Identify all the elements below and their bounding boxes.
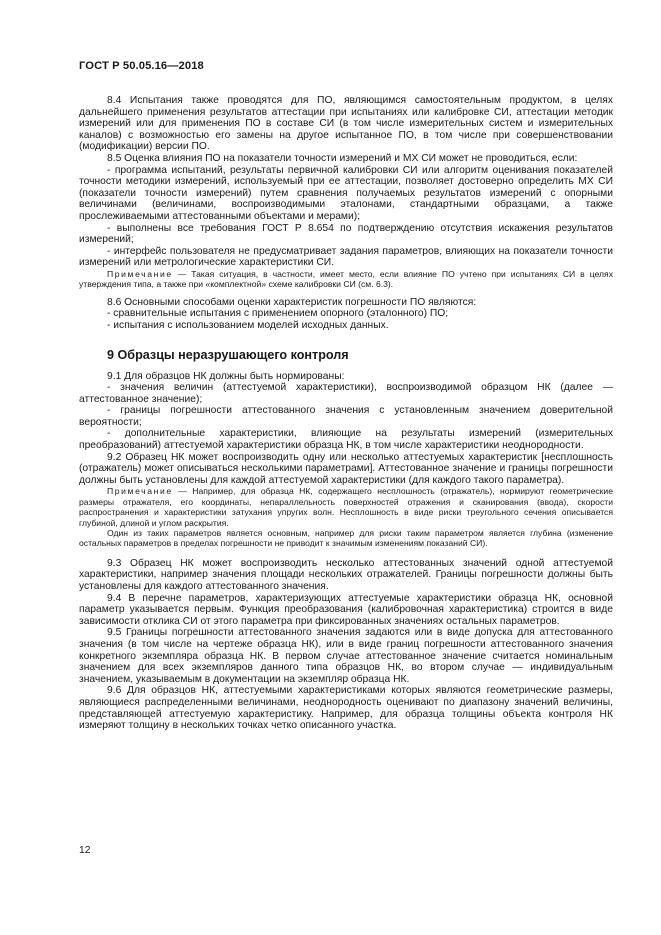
paragraph-9-2: 9.2 Образец НК может воспроизводить одну или несколько аттестуемых характеристик [несплошность (отражатель) может описываться несколькими параметрами]. Аттестованное значение и границы погрешности должны быть установлены для каждой аттестуемой характеристики (для каждого такого параметра).	[79, 451, 613, 486]
paragraph-8-6: 8.6 Основными способами оценки характеристик погрешности ПО являются:	[107, 296, 477, 308]
page-content	[79, 95, 613, 732]
paragraph-8-5: 8.5 Оценка влияния ПО на показатели точности измерений и МХ СИ может не проводиться, если:	[107, 152, 578, 164]
paragraph-9-5: 9.5 Границы погрешности аттестованного значения задаются или в виде допуска для аттестованного значения (в том числе на чертеже образца НК), или в виде границ погрешности аттестованного значения конкретного экземпляра образца НК. В первом случае аттестованное значение считается номинальным значением для всех экземпляров данного типа образцов НК, во втором случае — индивидуальным значением, указываемым в документации на экземпляр образца НК.	[79, 627, 613, 685]
list-item: - дополнительные характеристики, влияющие на результаты измерений (измерительных преобразований) аттестуемой характеристики образца НК, в том числе характеристики неоднородности.	[79, 428, 613, 452]
list-item: - интерфейс пользователя не предусматривает задания параметров, влияющих на показатели точности измерений или метрологические характеристики СИ.	[79, 245, 613, 269]
paragraph-9-1: 9.1 Для образцов НК должны быть нормированы:	[107, 370, 345, 382]
note-text: — Например, для образца НК, содержащего несплошность (отражатель), нормируют геометрические размеры отражателя, его координаты, непараллельность поверхностей отражения и сканирования (ввода), скорости распространения и характеристики затухания упругих волн. Несплошность в виде риски треугольного сечения описывается глубиной, длиной и углом раскрытия.	[79, 486, 613, 528]
note-9-continued: Один из таких параметров является основным, например для риски таким параметром является глубина (изменение остальных параметров в пределах погрешности не приводит к значимым изменениям показаний СИ).	[79, 528, 613, 549]
list-item: - выполнены все требования ГОСТ Р 8.654 по подтверждению отсутствия искажения результатов измерений;	[79, 222, 613, 246]
list-item: - границы погрешности аттестованного значения с установленным значением доверительной вероятности;	[79, 405, 613, 428]
list-item: - испытания с использованием моделей исходных данных.	[107, 319, 389, 331]
list-item: - значения величин (аттестуемой характеристики), воспроизводимой образцом НК (далее — аттестованное значение);	[79, 382, 613, 405]
note-8	[79, 269, 613, 290]
note-text: — Такая ситуация, в частности, имеет место, если влияние ПО учтено при испытаниях СИ в целях утверждения типа, а также при «комплектной» схеме калибровки СИ (см. 6.3).	[79, 268, 613, 290]
note-label: Примечание	[107, 268, 173, 279]
note-9	[79, 486, 613, 528]
page-number: 12	[79, 845, 91, 856]
section-heading: 9 Образцы неразрушающего контроля	[107, 347, 349, 362]
paragraph-9-3: 9.3 Образец НК может воспроизводить несколько аттестованных значений одной аттестуемой характеристики, например значения площади нескольких отражателей. Границы погрешности должны быть установлены для каждого аттестованного значения.	[79, 557, 613, 593]
paragraph-9-4: 9.4 В перечне параметров, характеризующих аттестуемые характеристики образца НК, основной параметр указывается первым. Функция преобразования (калибровочная характеристика) строится в виде зависимости отклика СИ от этого параметра при фиксированных значениях остальных параметров.	[79, 592, 613, 627]
list-item: - программа испытаний, результаты первичной калибровки СИ или алгоритм оценивания показателей точности методики измерений, используемый при ее аттестации, позволяет достоверно определить МХ СИ (показатели точности измерений) путем сравнения получаемых результатов измерений с опорными величинами (величинами, воспроизводимыми эталонами, стандартными образцами, а также прослеживаемыми аттестованными объектами и мерами);	[79, 164, 613, 222]
note-label: Примечание	[107, 486, 173, 497]
paragraph-9-6: 9.6 Для образцов НК, аттестуемыми характеристиками которых являются геометрические размеры, являющиеся распределенными величинами, неоднородность оценивают по диапазону значений величины, представляющей аттестуемую характеристику. Например, для образца толщины объекта контроля НК измеряют толщину в нескольких точках четко описанного участка.	[79, 685, 613, 732]
list-item: - сравнительные испытания с применением опорного (эталонного) ПО;	[107, 308, 449, 320]
document-header: ГОСТ Р 50.05.16—2018	[79, 60, 204, 72]
paragraph-8-4: 8.4 Испытания также проводятся для ПО, являющимся самостоятельным продуктом, в целях дальнейшего применения результатов аттестации при испытаниях или калибровке СИ, аттестации методик измерений или для применения ПО в составе СИ (в том числе измерительных систем и измерительных каналов) с возможностью его замены на другое испытанное ПО, в том числе при совершенствовании (модификации) версии ПО.	[79, 95, 613, 153]
